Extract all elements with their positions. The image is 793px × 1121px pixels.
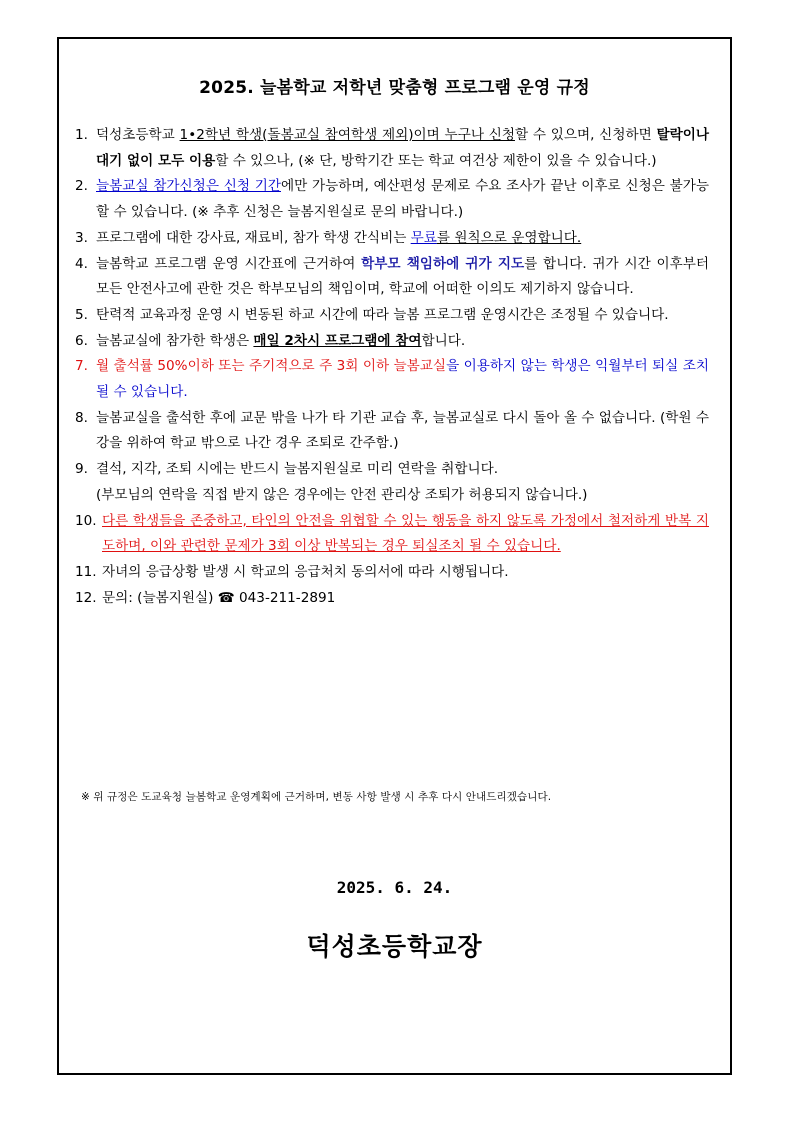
footnote: ※ 위 규정은 도교육청 늘봄학교 운영계획에 근거하며, 변동 사항 발생 시 추후 다시 안내드리겠습니다. [81,791,552,803]
rule-text: 무료 [410,229,437,246]
rule-text: 문의: (늘봄지원실) ☎ 043-211-2891 [102,589,336,606]
rule-number: 7. [75,358,88,375]
rule-text: 자녀의 응급상황 발생 시 학교의 응급처치 동의서에 따라 시행됩니다. [102,563,509,580]
issue-date: 2025. 6. 24. [336,878,453,897]
rule-number: 4. [75,255,88,272]
rule-number: 8. [75,409,88,426]
rule-text: 를 합니다. 귀가 시간 이후부터 모든 안전사고에 관한 것은 학부모님의 책임이며, 학교에 어떠한 이의도 제기하지 않습니다. [96,255,709,298]
rule-item [75,354,709,405]
rule-number: 5. [75,306,88,323]
rule-text: 탈락이나 대기 없이 모두 이용 [96,127,709,169]
rule-item [75,329,709,355]
rule-number: 10. [75,512,97,529]
rules-list [75,123,709,611]
rule-item [75,226,709,252]
rule-item [75,560,709,586]
rule-number: 6. [75,332,88,349]
document-frame [57,37,732,1075]
rule-text: 늘봄교실에 참가한 학생은 [96,332,254,349]
rule-text: 프로그램에 대한 강사료, 재료비, 참가 학생 간식비는 [96,229,411,246]
rule-item [75,252,709,303]
rule-text: 늘봄교실을 출석한 후에 교문 밖을 나가 타 기관 교습 후, 늘봄교실로 다시 돌아 올 수 없습니다. (학원 수강을 위하여 학교 밖으로 나간 경우 조퇴로 간주함.) [96,409,709,452]
signer-name: 덕성초등학교장 [306,932,483,961]
rule-text: 덕성초등학교 [96,127,180,143]
rule-item [75,586,709,612]
rule-text: 매일 2차시 프로그램에 참여 [253,332,422,349]
rule-text: 월 출석률 50%이하 또는 주기적으로 주 3회 이하 늘봄교실 [96,358,447,375]
rule-text: 합니다. [421,332,466,349]
rule-number: 1. [75,127,88,143]
rule-text: 1•2학년 학생(돌봄교실 참여학생 제외)이며 누구나 신청 [179,127,515,143]
rule-number: 12. [75,589,97,606]
rule-item [75,406,709,457]
rule-text: 를 원칙으로 운영합니다. [436,229,582,246]
rule-item [75,174,709,225]
rule-item [75,509,709,560]
rule-text: 을 이용하지 않는 학생은 익월부터 퇴실 조치될 수 있습니다. [96,358,709,401]
rule-text: 탄력적 교육과정 운영 시 변동된 하교 시간에 따라 늘봄 프로그램 운영시간은 조정될 수 있습니다. [96,306,669,323]
rule-item [75,457,709,508]
rule-number: 9. [75,461,88,478]
rule-text: 늘봄교실 참가신청은 신청 기간 [96,178,281,195]
rule-text: 다른 학생들을 존중하고, 타인의 안전을 위협할 수 있는 행동을 하지 않도록 가정에서 철저하게 반복 지도하며, 이와 관련한 문제가 3회 이상 반복되는 경우 퇴실조치 될 수 있습니다. [102,512,709,555]
document-title: 2025. 늘봄학교 저학년 맞춤형 프로그램 운영 규정 [199,78,590,98]
rule-text: 늘봄학교 프로그램 운영 시간표에 근거하여 [96,255,362,272]
rule-text: 할 수 있으나, (※ 단, 방학기간 또는 학교 여건상 제한이 있을 수 있습니다.) [215,152,657,169]
rule-text: 학부모 책임하에 귀가 지도 [361,255,525,272]
rule-text: 결석, 지각, 조퇴 시에는 반드시 늘봄지원실로 미리 연락을 취합니다. [96,461,499,478]
rule-number: 2. [75,178,88,195]
rule-number: 3. [75,229,88,246]
rule-text: 에만 가능하며, 예산편성 문제로 수요 조사가 끝난 이후로 신청은 불가능할 수 있습니다. (※ 추후 신청은 늘봄지원실로 문의 바랍니다.) [96,178,709,221]
rule-text: 할 수 있으며, 신청하면 [514,127,657,143]
rule-item [75,303,709,329]
rule-extra-text: (부모님의 연락을 직접 받지 않은 경우에는 안전 관리상 조퇴가 허용되지 않습니다.) [96,486,588,503]
rule-item [75,123,709,174]
rule-number: 11. [75,563,97,580]
